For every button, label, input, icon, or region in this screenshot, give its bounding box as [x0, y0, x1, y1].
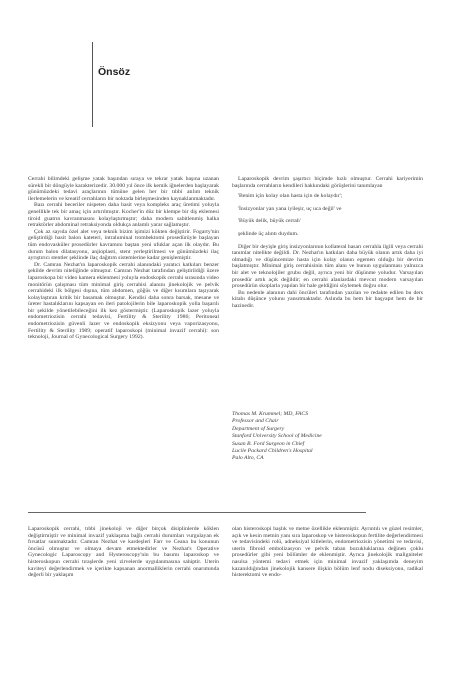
paragraph: şeklinde üç alıntı duydum.	[238, 230, 299, 237]
paragraph: Bazı cerrahi beceriler nispeten daha basit veya kompleks araç üretimi yoluyla genellikle tek bir amaç için artırılmıştır. Kocher'in düz bir klempe bir diş eklemesi tiroid guatrın kavranmasını kolaylaştırmıştır; daha modern sabitlenmiş halka retraktörler abdominal retraksiyonda oldukça anlamlı yarar sağlamıştır.	[28, 202, 219, 229]
paragraph: Laparoskopik cerrahi, tıbbi jinekoloji ve diğer birçok disiplinlerde köklen değiştirmiştir ve minimal invazif yaklaşıma bağlı cerrahi durumları vurgulayan ek fırsatlar sunmaktadır. Camran Nezhat ve kardeşleri Farr ve Ceana bu konunun öncüsü olmuştur ve olmaya devam etmektedirler ve Nezhat's Operative Gynecologic Laparoscopy and Hysteroscopy'nin bu basımı laparoskop ve histeroskopun cerrahi tıraşlerde yeni zirvelerde uygulanmasına sahiptir. Uterin kaviteyi değerlendirmek ve içerikte kapsanan anormalliklerin cerrahi onarımında değerli bir yaklaşım	[28, 526, 219, 579]
page-title: Önsöz	[98, 66, 131, 78]
paragraph: Diğer bir deyişle giriş insizyonlarının kollateral hasarı cerrahla ilgili veya cerrahi tanımlar nitelikte değildi. Dr. Nezhat'ın katkıları daha büyük olanın artık daha iyi olmadığı ve düşüncemize hasta için kolay olanın egemen olduğu bir devrim başlatmıştır. Minimal giriş cerrahisinin tüm alanı ve bunun uygulanması yalnızca bir alet ve teknolojiler grubu değil, ayrıca yeni bir düşünme yoludur. Varsayılan prosedür artık açık değildir; en cerrahi alanlardaki mevcut modern varsayılan prosedürün skoplarla yapılan bir hale geldiğini söylemek doğru olur.	[232, 243, 423, 290]
horizontal-rule	[28, 512, 366, 513]
bottom-right-column	[232, 526, 423, 579]
signature-line: Palo Alto, CA	[232, 455, 264, 462]
signature-line: Stanford University School of Medicine	[232, 433, 322, 440]
signature-block	[232, 411, 423, 463]
quote: 'Benim için kolay olan hasta için de kolaydır';	[238, 193, 343, 200]
paragraph: Çok az sayıda özel alet veya teknik bizim işimizi kökten değiştirir. Fogarty'nin geliştirdiği basit balon kateteri, intraluminal trombektomi prosedürüyle başlayan tüm endovasküler prosedürler kavramını baştan yeni ufuklar açan ilk olaydır. Bu durum balon dilatasyonu, anjioplasti, stent yerleştirilmesi ve günümüzdeki ilaç ayrıştırıcı stentler şeklinde ilaç dağıtım sistemlerine kadar genişlemiştir.	[28, 228, 219, 262]
paragraph: Dr. Camran Nezhat'ın laparoskopik cerrahi alanındaki yaratıcı katkıları benzer şekilde devrim niteliğinde olmuştur. Camran Nezhat tarafından geliştirildiği üzere laparoskopa bir video kamera eklenmesi yoluyla endoskopik cerrahi sırasında video monitörün çalışması tüm minimal giriş cerrahisi alanını jinekolojik ve pelvik cerrahideki ilk bölgesi dışına, tüm abdomen, göğüs ve diğer kısımlara taşıyarak kolaylaştıran kritik bir basamak olmuştur. Kendisi daha sonra barsak, mesane ve üreter hastalıklarını kapsayan en ileri patolojilerin bile laparoskopik yolla başarılı bir şekilde yönetilebileceğini ilk kez göstermiştir. (Laparoskopik lazer yoluyla endometriozisin cerrahi tedavisi, Fertility & Sterility 1986; Peritoneal endometriozisin güvenli lazer ve endoskopik eksizyonu veya vaporizasyonu, Fertility & Sterility 1989; operatif laparoskopi (minimal invazif cerrahi): son teknoloji, Journal of Gynecological Surgery 1992).	[28, 261, 219, 341]
bottom-left-column	[28, 526, 219, 579]
signature-line: Susan B. Ford Surgeon in Chief	[232, 440, 305, 447]
signature-line: Professor and Chair	[232, 418, 279, 425]
signature-line: Department of Surgery	[232, 425, 285, 432]
left-column	[28, 176, 219, 341]
quote: 'İnsizyonlar yan yana iyileşir, uç uca değil' ve	[238, 205, 342, 212]
paragraph: Laparoskopik devrim şaşırtıcı biçimde hızlı olmuştur. Cerrahi kariyerimin başlarında cerrahların kendileri hakkındaki görüşlerini tanımlayan	[232, 176, 423, 189]
signature-name: Thomas M. Krummel; MD, FACS	[232, 411, 309, 417]
paragraph: olan histeroskopi başlık ve metne özellikle eklenmiştir. Ayrıntılı ve güzel resimler, açık ve kesin metnin yanı sıra laparoskop ve histeroskopun fertilite değerlendirmesi ve tedavisindeki rolü, adneksiyal kitlelerin, endometriozisin yönetimi ve tedavisi, uterin fibroid embolizasyon ve pelvik taban bozukluklarına değinen çoklu prosedürler gibi yeni bölümler de eklenmiştir. Ayrıca jinekolojik maligniteler nasılsa yöntemi tedavi etmek için minimal invazif yaklaşımda deneyim kazanıldığından jinekolojik kansere ilişkin bölüm lenf nodu diseksiyonu, radikal histerektomi ve endo-	[232, 526, 423, 579]
paragraph: Bu nedenle alanının dahi öncüleri tarafından yazılan ve redakte edilen bu ders kitabı düşünce yolunu yansıtmaktadır. Aslında bu hem bir başyapıt hem de bir hazinedir.	[232, 289, 423, 309]
right-column	[232, 176, 423, 310]
quote: 'Büyük delik, büyük cerrah'	[238, 218, 301, 225]
paragraph: Cerrahi bilimdeki gelişme yatak başından sıraya ve tekrar yatak başına uzanan sürekli bir döngüyle karakterizedir. 30.000 yıl önce ilk kemik iğnelerden başlayarak günümüzdeki tedavi araçlarının tümüne gelen her bir tıbbi atılım teknik ilerlemelerin ve kreatif cerrahların bir noktada birleşmesinden kaynaklanmaktadır.	[28, 176, 219, 202]
signature-line: Lucile Packard Children's Hospital	[232, 448, 313, 455]
vertical-rule	[92, 42, 93, 127]
